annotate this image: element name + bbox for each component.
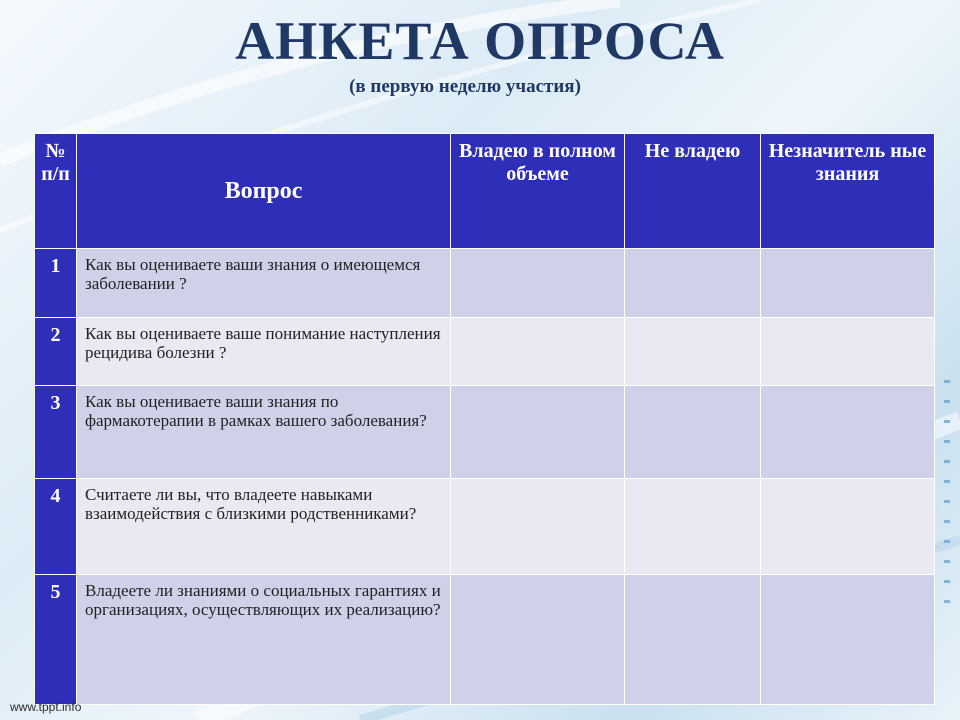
- answer-cell-none[interactable]: [625, 249, 761, 318]
- row-question: Как вы оцениваете ваше понимание наступления рецидива болезни ?: [77, 318, 451, 386]
- row-number: 1: [35, 249, 77, 318]
- row-question: Как вы оцениваете ваши знания о имеющемся заболевании ?: [77, 249, 451, 318]
- table-row: [35, 386, 935, 479]
- answer-cell-minor[interactable]: [761, 479, 935, 575]
- header-num: № п/п: [35, 134, 77, 249]
- table-row: [35, 318, 935, 386]
- footer-watermark: www.tppt.info: [10, 700, 82, 714]
- answer-cell-full[interactable]: [451, 479, 625, 575]
- answer-cell-full[interactable]: [451, 575, 625, 705]
- header-row: [35, 134, 935, 249]
- row-question: Считаете ли вы, что владеете навыками взаимодействия с близкими родственниками?: [77, 479, 451, 575]
- answer-cell-none[interactable]: [625, 479, 761, 575]
- answer-cell-none[interactable]: [625, 386, 761, 479]
- answer-cell-minor[interactable]: [761, 386, 935, 479]
- answer-cell-full[interactable]: [451, 386, 625, 479]
- table-row: [35, 479, 935, 575]
- row-question: Владеете ли знаниями о социальных гарантиях и организациях, осуществляющих их реализацию?: [77, 575, 451, 705]
- header-question: Вопрос: [77, 134, 451, 249]
- row-question: Как вы оцениваете ваши знания по фармакотерапии в рамках вашего заболевания?: [77, 386, 451, 479]
- table-row: [35, 575, 935, 705]
- row-number: 3: [35, 386, 77, 479]
- answer-cell-minor[interactable]: [761, 249, 935, 318]
- header-minor-knowledge: Незначитель ные знания: [761, 134, 935, 249]
- page-title: АНКЕТА ОПРОСА: [235, 11, 725, 71]
- answer-cell-none[interactable]: [625, 575, 761, 705]
- page-subtitle: (в первую неделю участия): [349, 76, 581, 97]
- answer-cell-minor[interactable]: [761, 575, 935, 705]
- header-full-knowledge: Владею в полном объеме: [451, 134, 625, 249]
- header-no-knowledge: Не владею: [625, 134, 761, 249]
- answer-cell-full[interactable]: [451, 249, 625, 318]
- answer-cell-minor[interactable]: [761, 318, 935, 386]
- survey-table: [34, 133, 935, 705]
- table-row: [35, 249, 935, 318]
- row-number: 4: [35, 479, 77, 575]
- row-number: 2: [35, 318, 77, 386]
- answer-cell-full[interactable]: [451, 318, 625, 386]
- row-number: 5: [35, 575, 77, 705]
- answer-cell-none[interactable]: [625, 318, 761, 386]
